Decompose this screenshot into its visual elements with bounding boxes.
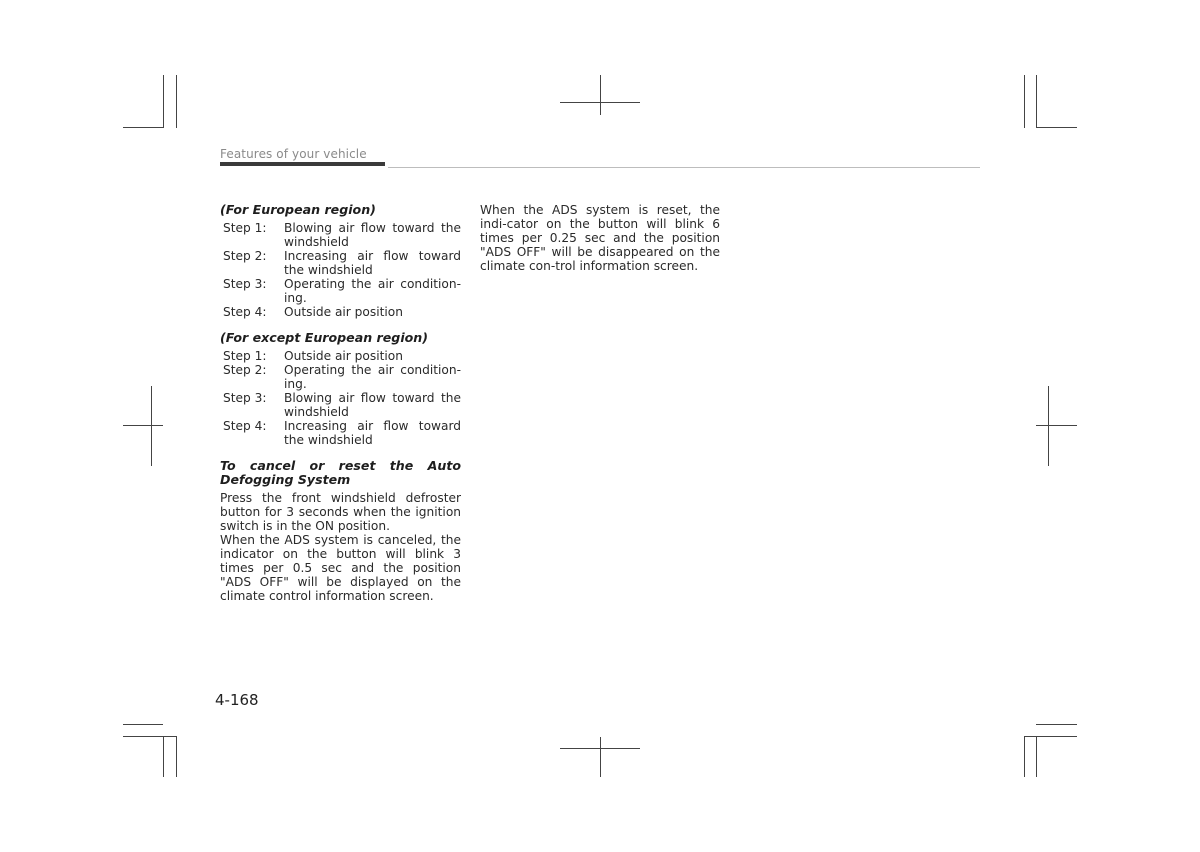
step-label: Step 2: [223,249,267,263]
registration-mark [600,75,601,115]
crop-mark [1024,736,1025,777]
crop-mark [1024,736,1077,737]
crop-mark [176,736,177,777]
crop-mark [123,736,176,737]
right-column [480,203,720,273]
european-heading: (For European region) [220,202,376,217]
step-label: Step 4: [223,305,267,319]
step-label: Step 1: [223,349,267,363]
registration-mark [600,737,601,777]
step-item [220,249,461,277]
registration-mark [123,425,163,426]
registration-mark [560,748,640,749]
step-item [220,305,461,319]
step-text: Blowing air flow toward the windshield [284,391,461,419]
registration-mark [560,102,640,103]
header-rule [388,167,980,168]
except-european-steps [220,349,461,447]
crop-mark [163,75,164,128]
crop-mark [1036,736,1037,777]
european-steps [220,221,461,319]
reset-paragraph: When the ADS system is reset, the indi-cator on the button will blink 6 times per 0.25 sec and the position "ADS OFF" will be disappeared on the climate con-trol information screen. [480,203,720,273]
step-label: Step 2: [223,363,267,377]
step-text: Outside air position [284,349,403,363]
header-bar [220,162,385,166]
step-item [220,391,461,419]
step-text: Increasing air flow toward the windshield [284,419,461,447]
registration-mark [151,386,152,466]
step-label: Step 3: [223,277,267,291]
step-item [220,221,461,249]
except-european-heading: (For except European region) [220,330,429,345]
step-text: Blowing air flow toward the windshield [284,221,461,249]
crop-mark [123,724,163,725]
cancel-paragraph: Press the front windshield defroster button for 3 seconds when the ignition switch is in the ON position. [220,491,461,533]
left-column [220,203,461,603]
step-text: Operating the air condition-ing. [284,277,461,305]
crop-mark [1036,75,1037,128]
section-title: Features of your vehicle [220,147,367,161]
registration-mark [1048,386,1049,466]
page-number: 4-168 [215,691,259,709]
step-label: Step 4: [223,419,267,433]
step-label: Step 1: [223,221,267,235]
crop-mark [1024,75,1025,128]
step-text: Outside air position [284,305,403,319]
step-text: Operating the air condition-ing. [284,363,461,391]
cancel-indicator-paragraph: When the ADS system is canceled, the indicator on the button will blink 3 times per 0.5 sec and the position "ADS OFF" will be displayed on the climate control information screen. [220,533,461,603]
step-item [220,419,461,447]
step-item [220,349,461,363]
step-text: Increasing air flow toward the windshield [284,249,461,277]
crop-mark [176,75,177,128]
crop-mark [163,736,164,777]
crop-mark [1036,127,1077,128]
step-item [220,277,461,305]
registration-mark [1036,425,1077,426]
cancel-heading: To cancel or reset the Auto Defogging System [220,458,461,487]
crop-mark [1036,724,1077,725]
step-item [220,363,461,391]
crop-mark [123,127,163,128]
step-label: Step 3: [223,391,267,405]
